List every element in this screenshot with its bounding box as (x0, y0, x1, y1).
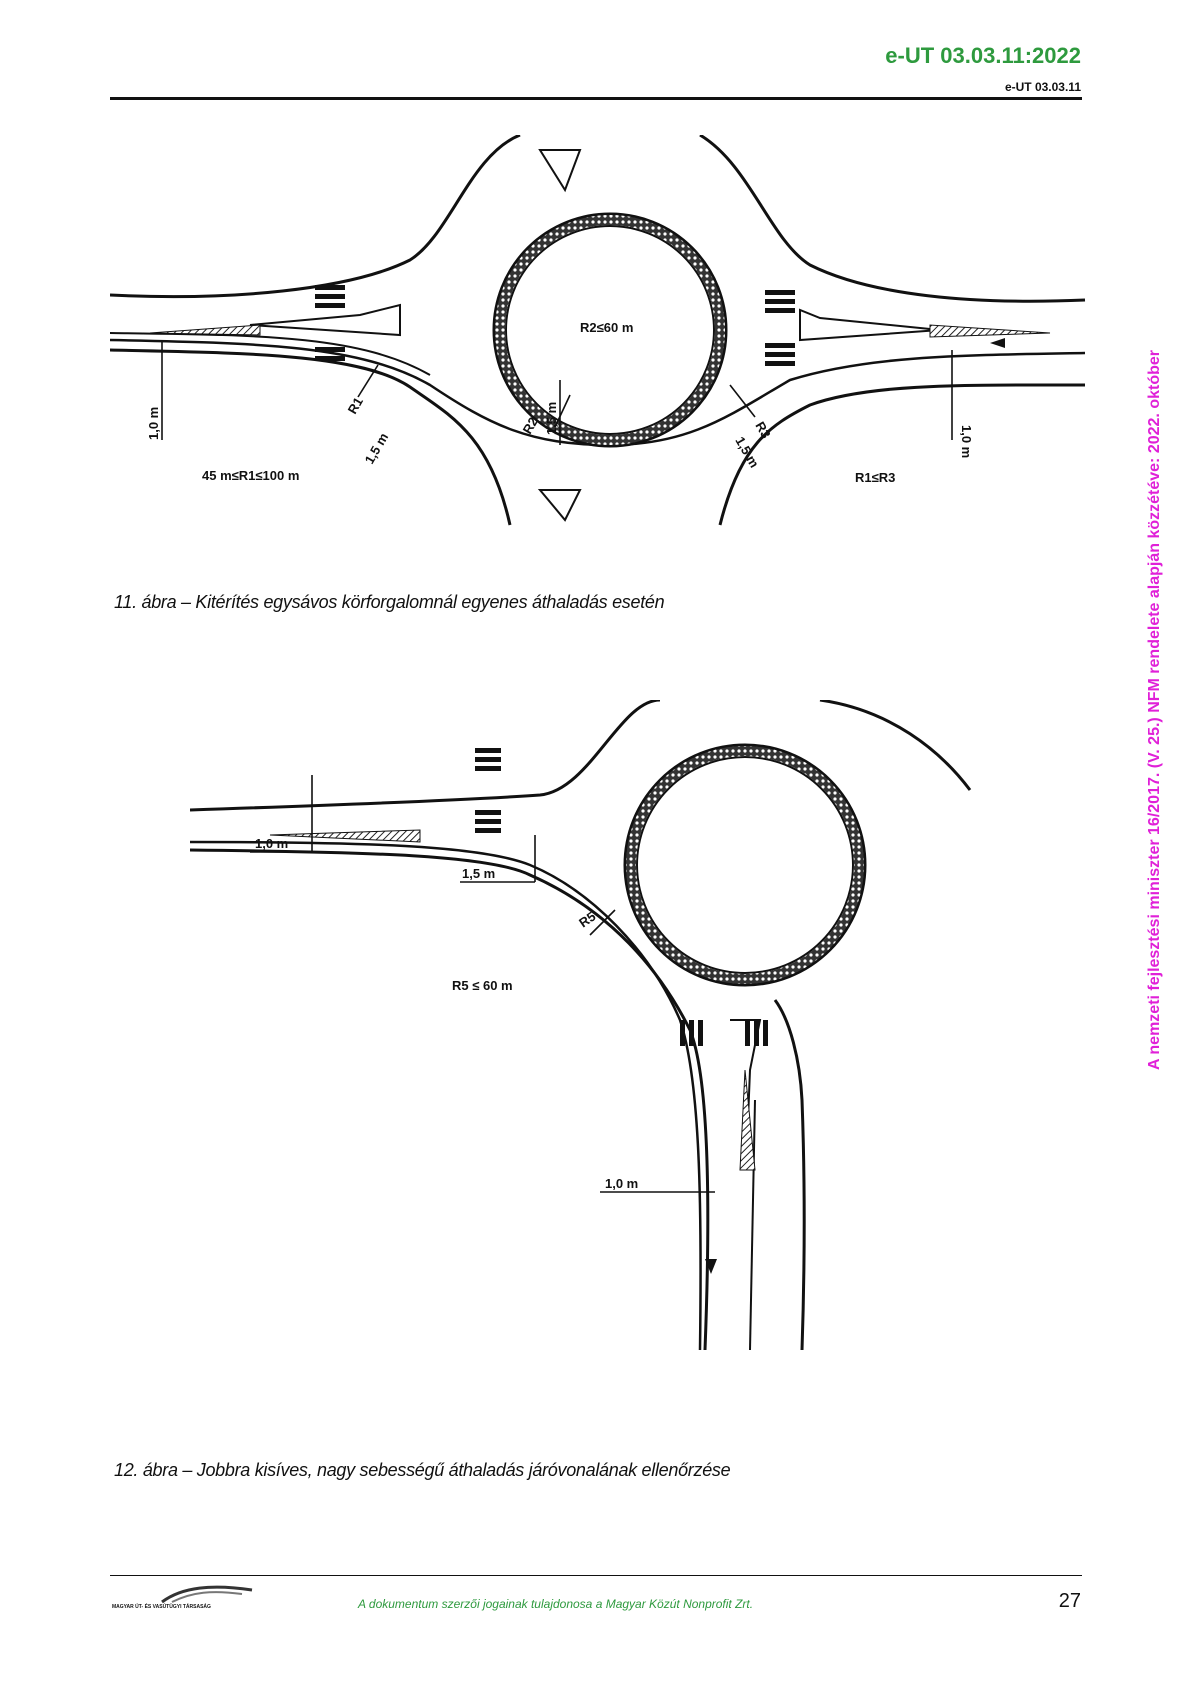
left-10-dim-label: 1,0 m (146, 406, 161, 440)
figure-11-drawing (110, 135, 1090, 575)
header-rule (110, 97, 1082, 100)
r1-label: R1 (344, 394, 366, 417)
copyright-notice: A dokumentum szerzői jogainak tulajdonosa a Magyar Közút Nonprofit Zrt. (358, 1597, 754, 1611)
15-dim-label: 1,5 m (462, 866, 496, 881)
r1-range-label: 45 m≤R1≤100 m (202, 468, 300, 483)
bottom-10-dim-label: 1,0 m (605, 1176, 639, 1191)
logo-text: MAGYAR ÚT- ÉS VASÚTÜGYI TÁRSASÁG (112, 1604, 211, 1610)
document-code-small: e-UT 03.03.11 (1004, 80, 1081, 94)
figure-11-caption: 11. ábra – Kitérítés egysávos körforgalomnál egyenes áthaladás esetén (114, 592, 665, 612)
r2-small-label: R2 (519, 414, 541, 437)
r5-label: R5 (576, 908, 599, 931)
r1-r3-label: R1≤R3 (855, 470, 896, 485)
document-code: e-UT 03.03.11:2022 (885, 43, 1081, 68)
r3-label: R3 (752, 419, 774, 441)
side-note-text: A nemzeti fejlesztési miniszter 16/2017. (V. 25.) NFM rendelete alapján közzétéve: 2022. október (1146, 350, 1163, 1070)
figure-12-drawing (190, 700, 1040, 1350)
top-10-dim-label: 1,0 m (255, 836, 289, 851)
center-dim-label: 1,5 m (544, 401, 559, 435)
organization-logo (112, 1582, 262, 1614)
right-10-dim-label: 1,0 m (959, 425, 974, 459)
right-15-dim-label: 1,5 m (732, 434, 763, 471)
r5-limit-label: R5 ≤ 60 m (452, 978, 513, 993)
side-note (1146, 160, 1170, 1070)
left-15-dim-label: 1,5 m (361, 430, 392, 467)
r2-label: R2≤60 m (580, 320, 634, 335)
page-number: 27 (1058, 1590, 1081, 1612)
figure-12-caption: 12. ábra – Jobbra kisíves, nagy sebességű áthaladás járóvonalának ellenőrzése (114, 1460, 731, 1480)
logo-swoosh-icon (112, 1582, 262, 1604)
footer-rule (110, 1575, 1082, 1576)
